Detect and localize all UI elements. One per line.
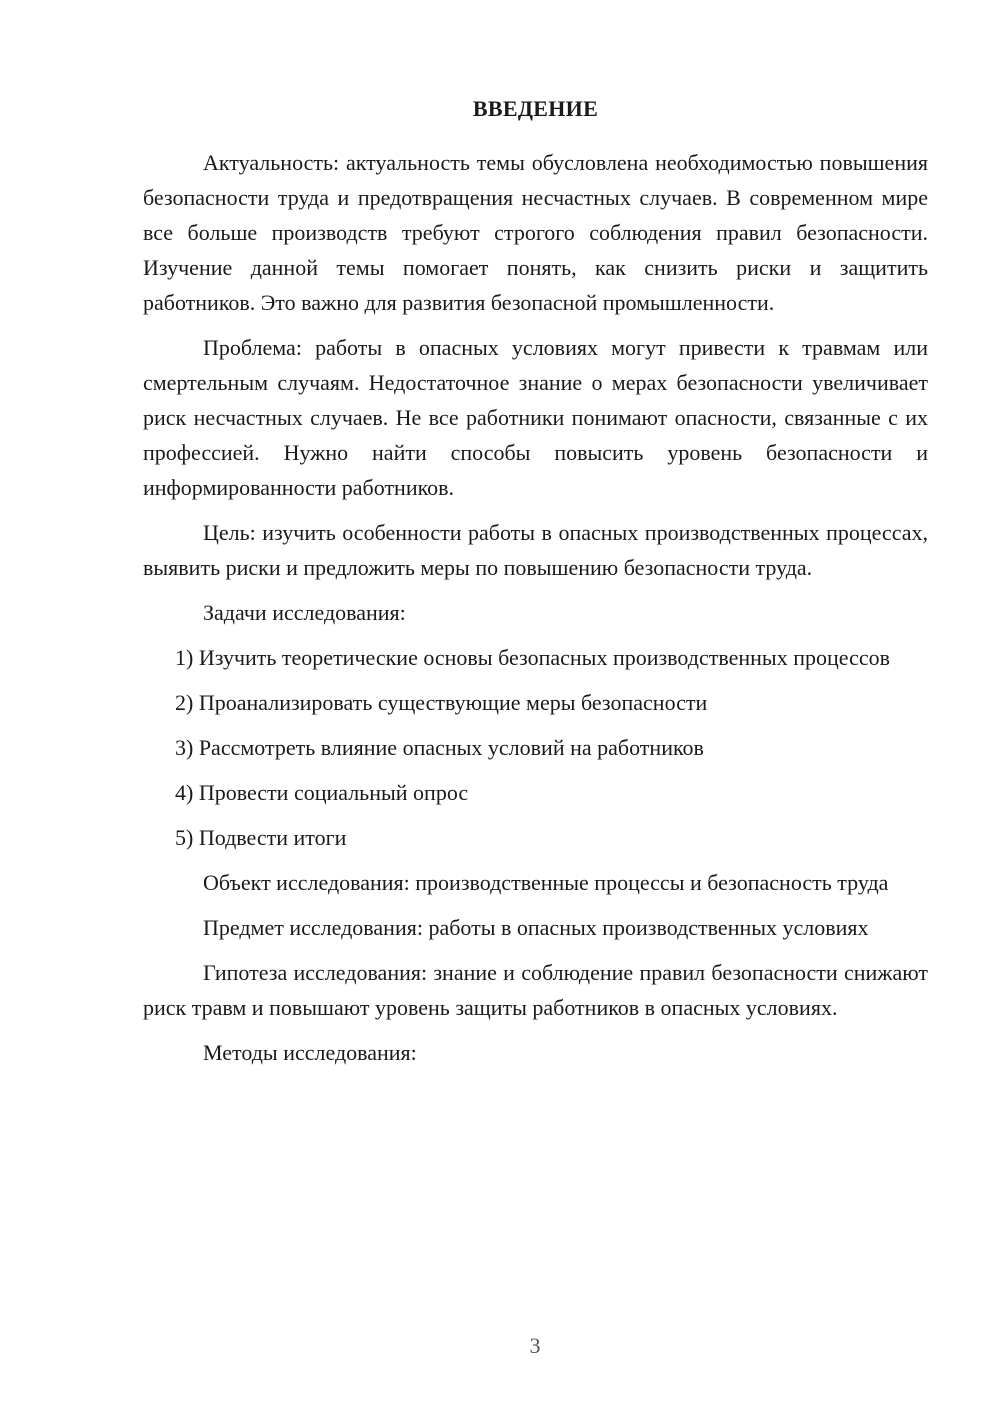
tasks-intro: Задачи исследования: [203, 600, 406, 625]
page-number: 3 [529, 1333, 541, 1358]
object-paragraph: Объект исследования: производственные процессы и безопасность труда [203, 870, 889, 895]
task-item-2: 2) Проанализировать существующие меры безопасности [175, 690, 708, 715]
problem-paragraph: Проблема: работы в опасных условиях могут привести к травмам или смертельным случаям. Недостаточное знание о мерах безопасности увеличивает риск несчастных случаев. Не все работники понимают опасности, связанные с их профессией. Нужно найти способы повысить уровень безопасности и информированности работников. [143, 335, 928, 500]
page-content [143, 94, 928, 1080]
task-item-4: 4) Провести социальный опрос [175, 780, 469, 805]
methods-paragraph: Методы исследования: [203, 1040, 417, 1065]
page-title: ВВЕДЕНИЕ [472, 96, 599, 121]
hypothesis-paragraph: Гипотеза исследования: знание и соблюдение правил безопасности снижают риск травм и повышают уровень защиты работников в опасных условиях. [143, 960, 928, 1020]
goal-paragraph: Цель: изучить особенности работы в опасных производственных процессах, выявить риски и предложить меры по повышению безопасности труда. [143, 520, 928, 580]
task-item-3: 3) Рассмотреть влияние опасных условий на работников [175, 735, 704, 760]
task-item-5: 5) Подвести итоги [175, 825, 347, 850]
subject-paragraph: Предмет исследования: работы в опасных производственных условиях [203, 915, 869, 940]
task-item-1: 1) Изучить теоретические основы безопасных производственных процессов [175, 645, 890, 670]
relevance-paragraph: Актуальность: актуальность темы обусловлена необходимостью повышения безопасности труда и предотвращения несчастных случаев. В современном мире все больше производств требуют строгого соблюдения правил безопасности. Изучение данной темы помогает понять, как снизить риски и защитить работников. Это важно для развития безопасной промышленности. [143, 150, 928, 315]
